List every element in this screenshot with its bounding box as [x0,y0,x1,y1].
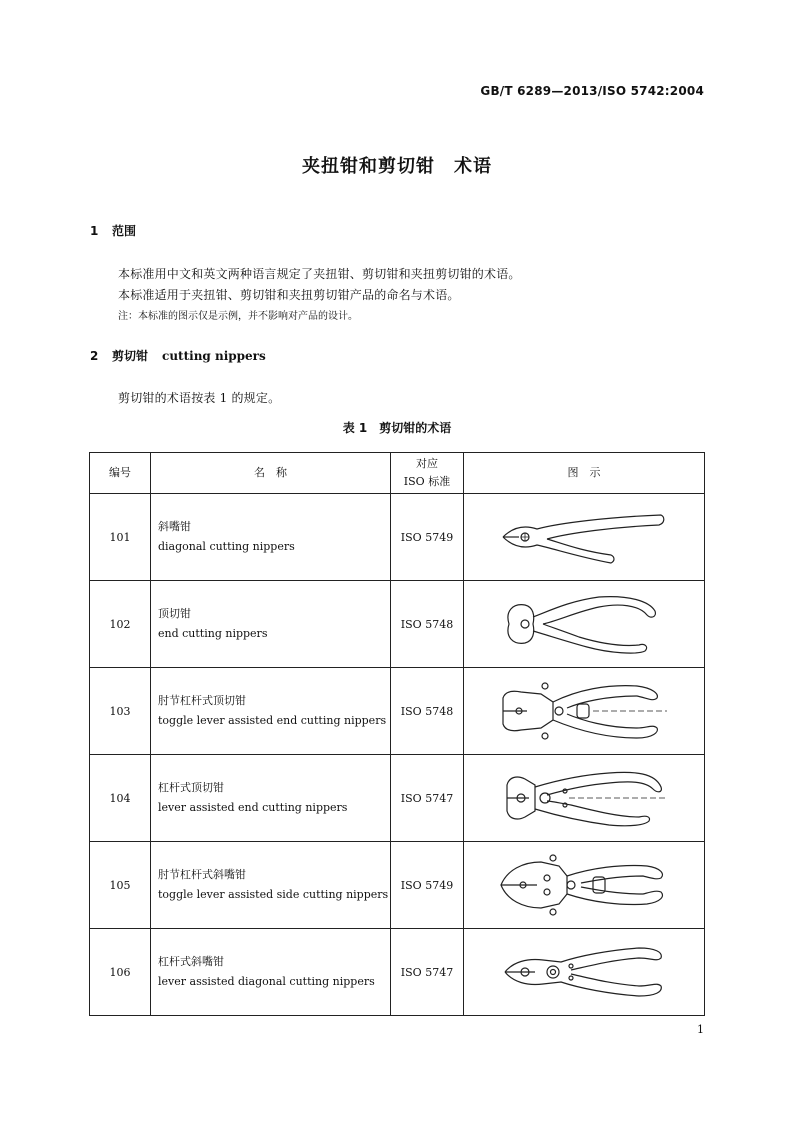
header-iso-line1: 对应 [416,457,438,470]
row-figure [464,668,705,755]
lever-diagonal-cutting-nippers-icon [499,942,669,1002]
row-name-en: lever assisted diagonal cutting nippers [158,975,375,988]
row-name [151,929,391,1016]
row-figure [464,929,705,1016]
table-row [90,581,705,668]
row-name-cn: 肘节杠杆式斜嘴钳 [158,868,246,881]
section-2-number: 2 [90,349,99,363]
row-name-cn: 肘节杠杆式顶切钳 [158,694,246,707]
row-name [151,494,391,581]
row-name-cn: 顶切钳 [158,607,191,620]
row-name-cn: 杠杆式顶切钳 [158,781,224,794]
row-figure [464,581,705,668]
row-number: 102 [90,581,151,668]
header-number: 编号 [90,453,151,494]
row-figure [464,842,705,929]
row-name-en: lever assisted end cutting nippers [158,801,348,814]
lever-end-cutting-nippers-icon [499,763,669,833]
row-iso: ISO 5749 [391,494,464,581]
toggle-end-cutting-nippers-icon [497,678,672,744]
section-2-heading [90,347,266,364]
row-figure [464,755,705,842]
table-caption: 表 1 剪切钳的术语 [342,421,452,435]
table-row [90,494,705,581]
standard-code: GB/T 6289—2013/ISO 5742:2004 [480,84,704,98]
row-iso: ISO 5749 [391,842,464,929]
row-number: 105 [90,842,151,929]
section-1-paragraph-2: 本标准适用于夹扭钳、剪切钳和夹扭剪切钳产品的命名与术语。 [118,288,460,302]
row-name [151,581,391,668]
table-row [90,668,705,755]
page-number: 1 [697,1023,704,1036]
header-figure: 图 示 [464,453,705,494]
table-row [90,842,705,929]
table-row [90,929,705,1016]
row-figure [464,494,705,581]
header-iso-line2: ISO 标准 [403,475,451,488]
section-1-paragraph-1: 本标准用中文和英文两种语言规定了夹扭钳、剪切钳和夹扭剪切钳的术语。 [118,267,521,281]
toggle-side-cutting-nippers-icon [497,850,672,920]
end-cutting-nippers-icon [499,591,669,657]
table-header-row [90,453,705,494]
row-name-en: toggle lever assisted end cutting nippers [158,714,387,727]
row-iso: ISO 5747 [391,929,464,1016]
row-iso: ISO 5748 [391,581,464,668]
terms-table [89,452,705,1016]
section-1-title: 范围 [112,224,137,238]
row-name-cn: 杠杆式斜嘴钳 [158,955,224,968]
row-iso: ISO 5748 [391,668,464,755]
row-number: 103 [90,668,151,755]
row-name [151,842,391,929]
row-iso: ISO 5747 [391,755,464,842]
row-name-cn: 斜嘴钳 [158,520,191,533]
section-1-heading [90,222,136,239]
row-name-en: diagonal cutting nippers [158,540,295,553]
diagonal-cutting-nippers-icon [499,507,669,567]
section-2-intro: 剪切钳的术语按表 1 的规定。 [118,391,281,405]
section-2-title-en: cutting nippers [162,349,266,363]
row-name-en: toggle lever assisted side cutting nippers [158,888,389,901]
row-name [151,668,391,755]
row-number: 101 [90,494,151,581]
document-title: 夹扭钳和剪切钳 术语 [302,156,492,177]
section-1-note: 注：本标准的图示仅是示例，并不影响对产品的设计。 [118,311,358,322]
header-iso [391,453,464,494]
row-number: 106 [90,929,151,1016]
section-1-number: 1 [90,224,99,238]
table-row [90,755,705,842]
section-2-title-cn: 剪切钳 [112,349,149,363]
row-name [151,755,391,842]
row-name-en: end cutting nippers [158,627,268,640]
header-name: 名 称 [151,453,391,494]
row-number: 104 [90,755,151,842]
